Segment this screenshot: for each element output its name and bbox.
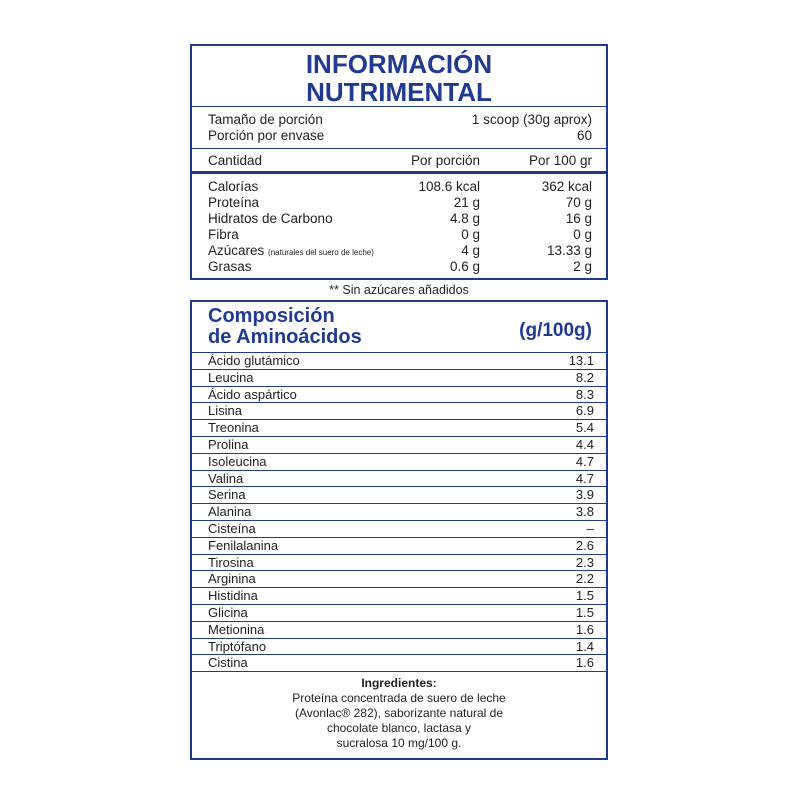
- amino-name: Valina: [208, 470, 244, 486]
- amino-row: [192, 654, 606, 671]
- amino-unit: (g/100g): [519, 320, 592, 341]
- amino-row: [192, 621, 606, 638]
- amino-row: [192, 386, 606, 403]
- no-added-sugar-note: ** Sin azúcares añadidos: [329, 283, 469, 297]
- amino-value: 1.5: [575, 588, 594, 604]
- serving-size-row: Tamaño de porción 1 scoop (30g aprox): [208, 111, 592, 127]
- nutrition-row-calories: Calorías 108.6 kcal 362 kcal: [208, 178, 592, 194]
- amino-row: [192, 604, 606, 621]
- amino-value: 1.6: [575, 655, 594, 671]
- amino-row: [192, 369, 606, 386]
- nutrition-title: INFORMACIÓN NUTRIMENTAL: [305, 49, 493, 107]
- amino-title: Composición de Aminoácidos (g/100g): [208, 305, 592, 348]
- amino-acid-panel: [190, 300, 608, 760]
- nutrition-facts-panel: [190, 44, 608, 280]
- amino-rows: [192, 352, 606, 671]
- amino-name: Tirosina: [208, 554, 254, 570]
- amino-row: [192, 570, 606, 587]
- nutrition-rows: [192, 174, 606, 274]
- amino-value: 2.2: [575, 571, 594, 587]
- amino-row: [192, 503, 606, 520]
- amino-name: Lisina: [208, 403, 242, 419]
- amino-name: Arginina: [208, 571, 256, 587]
- amino-value: 1.4: [575, 638, 594, 654]
- amino-name: Histidina: [208, 588, 258, 604]
- amino-name: Glicina: [208, 604, 248, 620]
- amino-row: [192, 402, 606, 419]
- nutrition-row-sugars: Azúcares (naturales del suero de leche) 4 g 13.33 g: [208, 242, 592, 258]
- amino-value: 2.6: [575, 537, 594, 553]
- amino-row: [192, 419, 606, 436]
- amino-value: 4.4: [575, 436, 594, 452]
- ingredients: Ingredientes: Proteína concentrada de suero de leche (Avonlac® 282), saborizante natural de chocolate blanco, lactasa y sucralosa 10 mg/100 g.: [192, 671, 606, 751]
- amino-name: Prolina: [208, 436, 249, 452]
- amino-row: [192, 554, 606, 571]
- amino-value: 4.7: [575, 470, 594, 486]
- nutrition-row-fat: Grasas 0.6 g 2 g: [208, 258, 592, 274]
- amino-row: [192, 453, 606, 470]
- amino-value: 3.8: [575, 504, 594, 520]
- amino-value: 4.7: [575, 453, 594, 469]
- amino-row: [192, 486, 606, 503]
- amino-value: 1.6: [575, 621, 594, 637]
- amino-name: Triptófano: [208, 638, 267, 654]
- amino-row: [192, 537, 606, 554]
- amino-row: [192, 638, 606, 655]
- amino-value: 1.5: [575, 604, 594, 620]
- amino-value: –: [586, 520, 594, 536]
- amino-name: Metionina: [208, 621, 265, 637]
- amino-row: [192, 520, 606, 537]
- servings-per-container-row: Porción por envase 60: [208, 127, 592, 143]
- amino-row: [192, 352, 606, 369]
- amino-name: Leucina: [208, 369, 254, 385]
- amino-value: 6.9: [575, 403, 594, 419]
- amino-name: Ácido glutámico: [208, 353, 300, 368]
- ingredients-heading: Ingredientes:: [361, 676, 437, 691]
- amino-name: Fenilalanina: [208, 537, 279, 553]
- amino-name: Treonina: [208, 420, 259, 436]
- amino-row: [192, 470, 606, 487]
- amino-name: Alanina: [208, 504, 252, 520]
- amino-name: Cisteína: [208, 520, 256, 536]
- amino-row: [192, 587, 606, 604]
- amino-name: Cistina: [208, 655, 248, 671]
- amino-value: 2.3: [575, 554, 594, 570]
- amino-name: Isoleucina: [208, 453, 267, 469]
- amino-value: 8.3: [575, 386, 594, 402]
- amino-value: 5.4: [575, 420, 594, 436]
- nutrition-header-row: Cantidad Por porción Por 100 gr: [208, 152, 592, 168]
- nutrition-row-fiber: Fibra 0 g 0 g: [208, 226, 592, 242]
- nutrition-row-protein: Proteína 21 g 70 g: [208, 194, 592, 210]
- amino-name: Ácido aspártico: [208, 386, 297, 402]
- amino-value: 13.1: [568, 353, 594, 368]
- amino-name: Serina: [208, 487, 246, 503]
- amino-value: 3.9: [575, 487, 594, 503]
- sugars-note: (naturales del suero de leche): [268, 247, 374, 257]
- amino-row: [192, 436, 606, 453]
- nutrition-row-carbohydrates: Hidratos de Carbono 4.8 g 16 g: [208, 210, 592, 226]
- amino-value: 8.2: [575, 369, 594, 385]
